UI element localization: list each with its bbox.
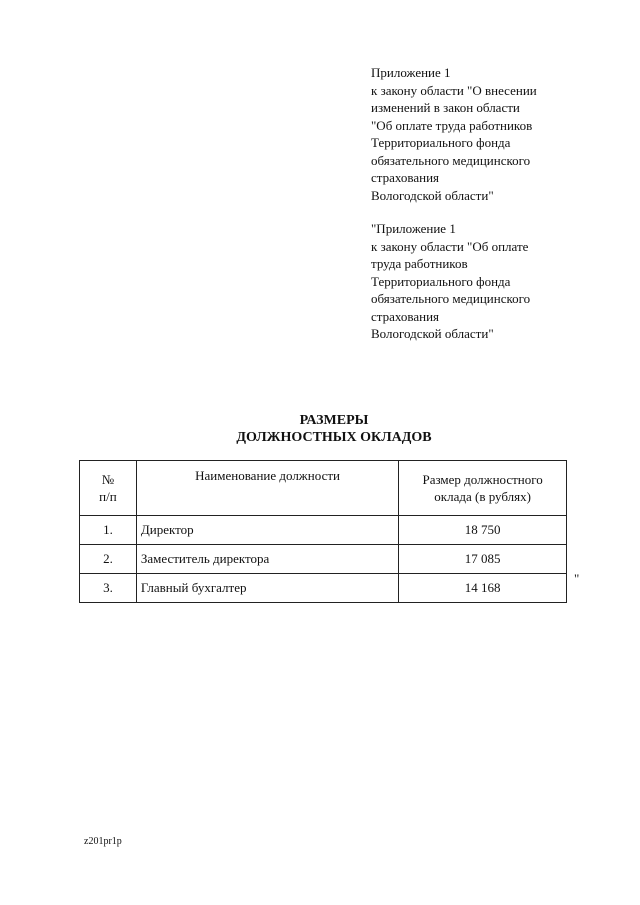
- appendix-2-header: [371, 220, 530, 343]
- row-number: 2.: [80, 545, 137, 574]
- header-salary-line2: оклада (в рублях): [434, 489, 531, 504]
- appendix-line: "Приложение 1: [371, 221, 456, 236]
- appendix-line: обязательного медицинского: [371, 291, 531, 306]
- header-number-line1: №: [101, 472, 115, 487]
- appendix-line: Территориального фонда: [371, 135, 511, 150]
- appendix-1-header: [371, 64, 537, 204]
- header-position: Наименование должности: [136, 461, 398, 516]
- appendix-line: "Об оплате труда работников: [371, 117, 533, 133]
- table-row: [80, 574, 567, 603]
- closing-quote: ": [574, 571, 580, 586]
- salary-table: [79, 460, 567, 603]
- title-line-2: ДОЛЖНОСТНЫХ ОКЛАДОВ: [236, 430, 432, 445]
- header-number: [80, 461, 137, 516]
- header-salary: [399, 461, 567, 516]
- row-position: Директор: [136, 516, 398, 545]
- table-row: [80, 516, 567, 545]
- appendix-line: к закону области "О внесении: [371, 82, 537, 98]
- appendix-line: труда работников: [371, 256, 468, 271]
- row-position: Главный бухгалтер: [136, 574, 398, 603]
- title-line-1: РАЗМЕРЫ: [299, 413, 369, 428]
- appendix-line: страхования: [371, 170, 440, 185]
- row-salary: 17 085: [399, 545, 567, 574]
- header-salary-line1: Размер должностного: [422, 472, 543, 487]
- header-number-line2: п/п: [99, 489, 117, 504]
- appendix-line: Приложение 1: [371, 65, 451, 80]
- row-salary: 18 750: [399, 516, 567, 545]
- appendix-line: обязательного медицинского: [371, 152, 531, 168]
- appendix-line: Территориального фонда: [371, 273, 511, 289]
- appendix-line: страхования: [371, 308, 440, 324]
- document-title: [0, 412, 640, 446]
- appendix-line: Вологодской области": [371, 326, 494, 341]
- appendix-line: к закону области "Об оплате: [371, 238, 529, 254]
- table-row: [80, 545, 567, 574]
- document-code: z201pr1p: [84, 836, 122, 847]
- row-number: 3.: [80, 574, 137, 603]
- appendix-line: Вологодской области": [371, 187, 494, 203]
- table-header-row: [80, 461, 567, 516]
- row-number: 1.: [80, 516, 137, 545]
- row-position: Заместитель директора: [136, 545, 398, 574]
- appendix-line: изменений в закон области: [371, 100, 520, 115]
- row-salary: 14 168: [399, 574, 567, 603]
